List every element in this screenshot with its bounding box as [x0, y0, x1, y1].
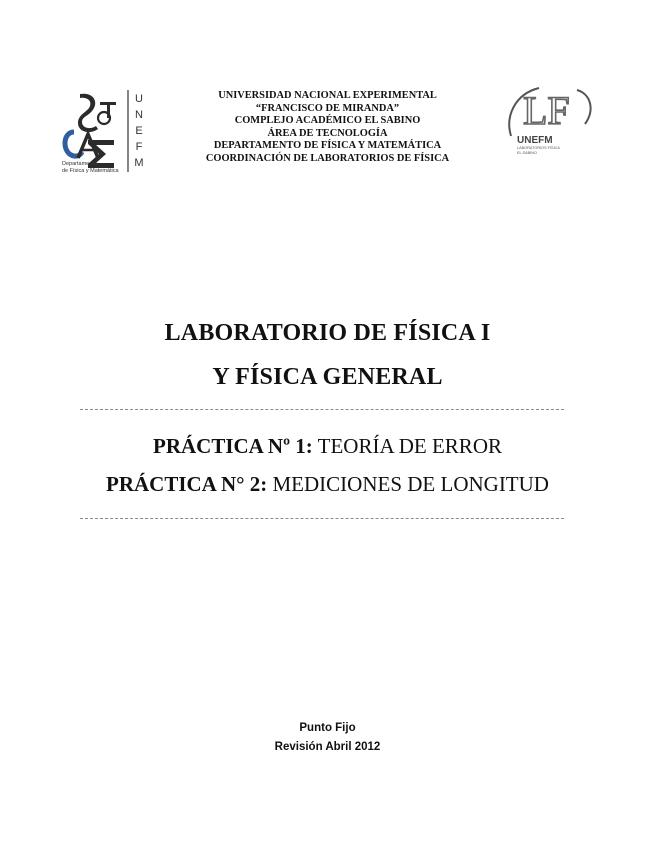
practice-1 — [0, 434, 655, 459]
header-line: COORDINACIÓN DE LABORATORIOS DE FÍSICA — [205, 152, 450, 164]
lf-monogram: LF — [523, 88, 570, 133]
header-line: COMPLEJO ACADÉMICO EL SABINO — [234, 115, 421, 127]
header-line: DEPARTAMENTO DE FÍSICA Y MATEMÁTICA — [213, 140, 442, 152]
main-title: LABORATORIO DE FÍSICA I — [164, 320, 491, 346]
header-line: ÁREA DE TECNOLOGÍA — [267, 127, 388, 139]
practice-2 — [0, 472, 655, 497]
practice-label: PRÁCTICA N° 2: — [106, 472, 268, 496]
logo-caption: Departamento — [62, 161, 97, 167]
logo-caption: LABORATORIOS FÍSICA — [517, 146, 560, 150]
practice-label: PRÁCTICA Nº 1: — [153, 434, 313, 458]
header-line: “FRANCISCO DE MIRANDA” — [255, 102, 400, 114]
revision-text: Revisión Abril 2012 — [274, 741, 381, 753]
laboratorios-fisica-logo — [505, 84, 597, 156]
ca-monogram-icon — [65, 132, 98, 158]
logo-caption-main: UNEFM — [517, 135, 553, 146]
main-subtitle: Y FÍSICA GENERAL — [212, 364, 443, 390]
logo-caption: EL SABINO — [517, 151, 537, 155]
header-line: UNIVERSIDAD NACIONAL EXPERIMENTAL — [218, 90, 437, 101]
logo-vertical-letter: N — [135, 109, 143, 121]
institution-header — [160, 90, 495, 166]
logo-caption: de Física y Matemática — [62, 168, 119, 174]
location-text: Punto Fijo — [299, 722, 356, 734]
logo-vertical-letter: M — [134, 157, 144, 169]
divider — [80, 409, 564, 410]
logo-vertical-letter: U — [135, 93, 143, 105]
practice-topic: TEORÍA DE ERROR — [312, 434, 502, 458]
practice-topic: MEDICIONES DE LONGITUD — [267, 472, 549, 496]
logo-vertical-letter: E — [135, 125, 143, 137]
logo-vertical-letter: F — [135, 141, 143, 153]
divider — [80, 518, 564, 519]
departamento-logo — [52, 82, 152, 178]
